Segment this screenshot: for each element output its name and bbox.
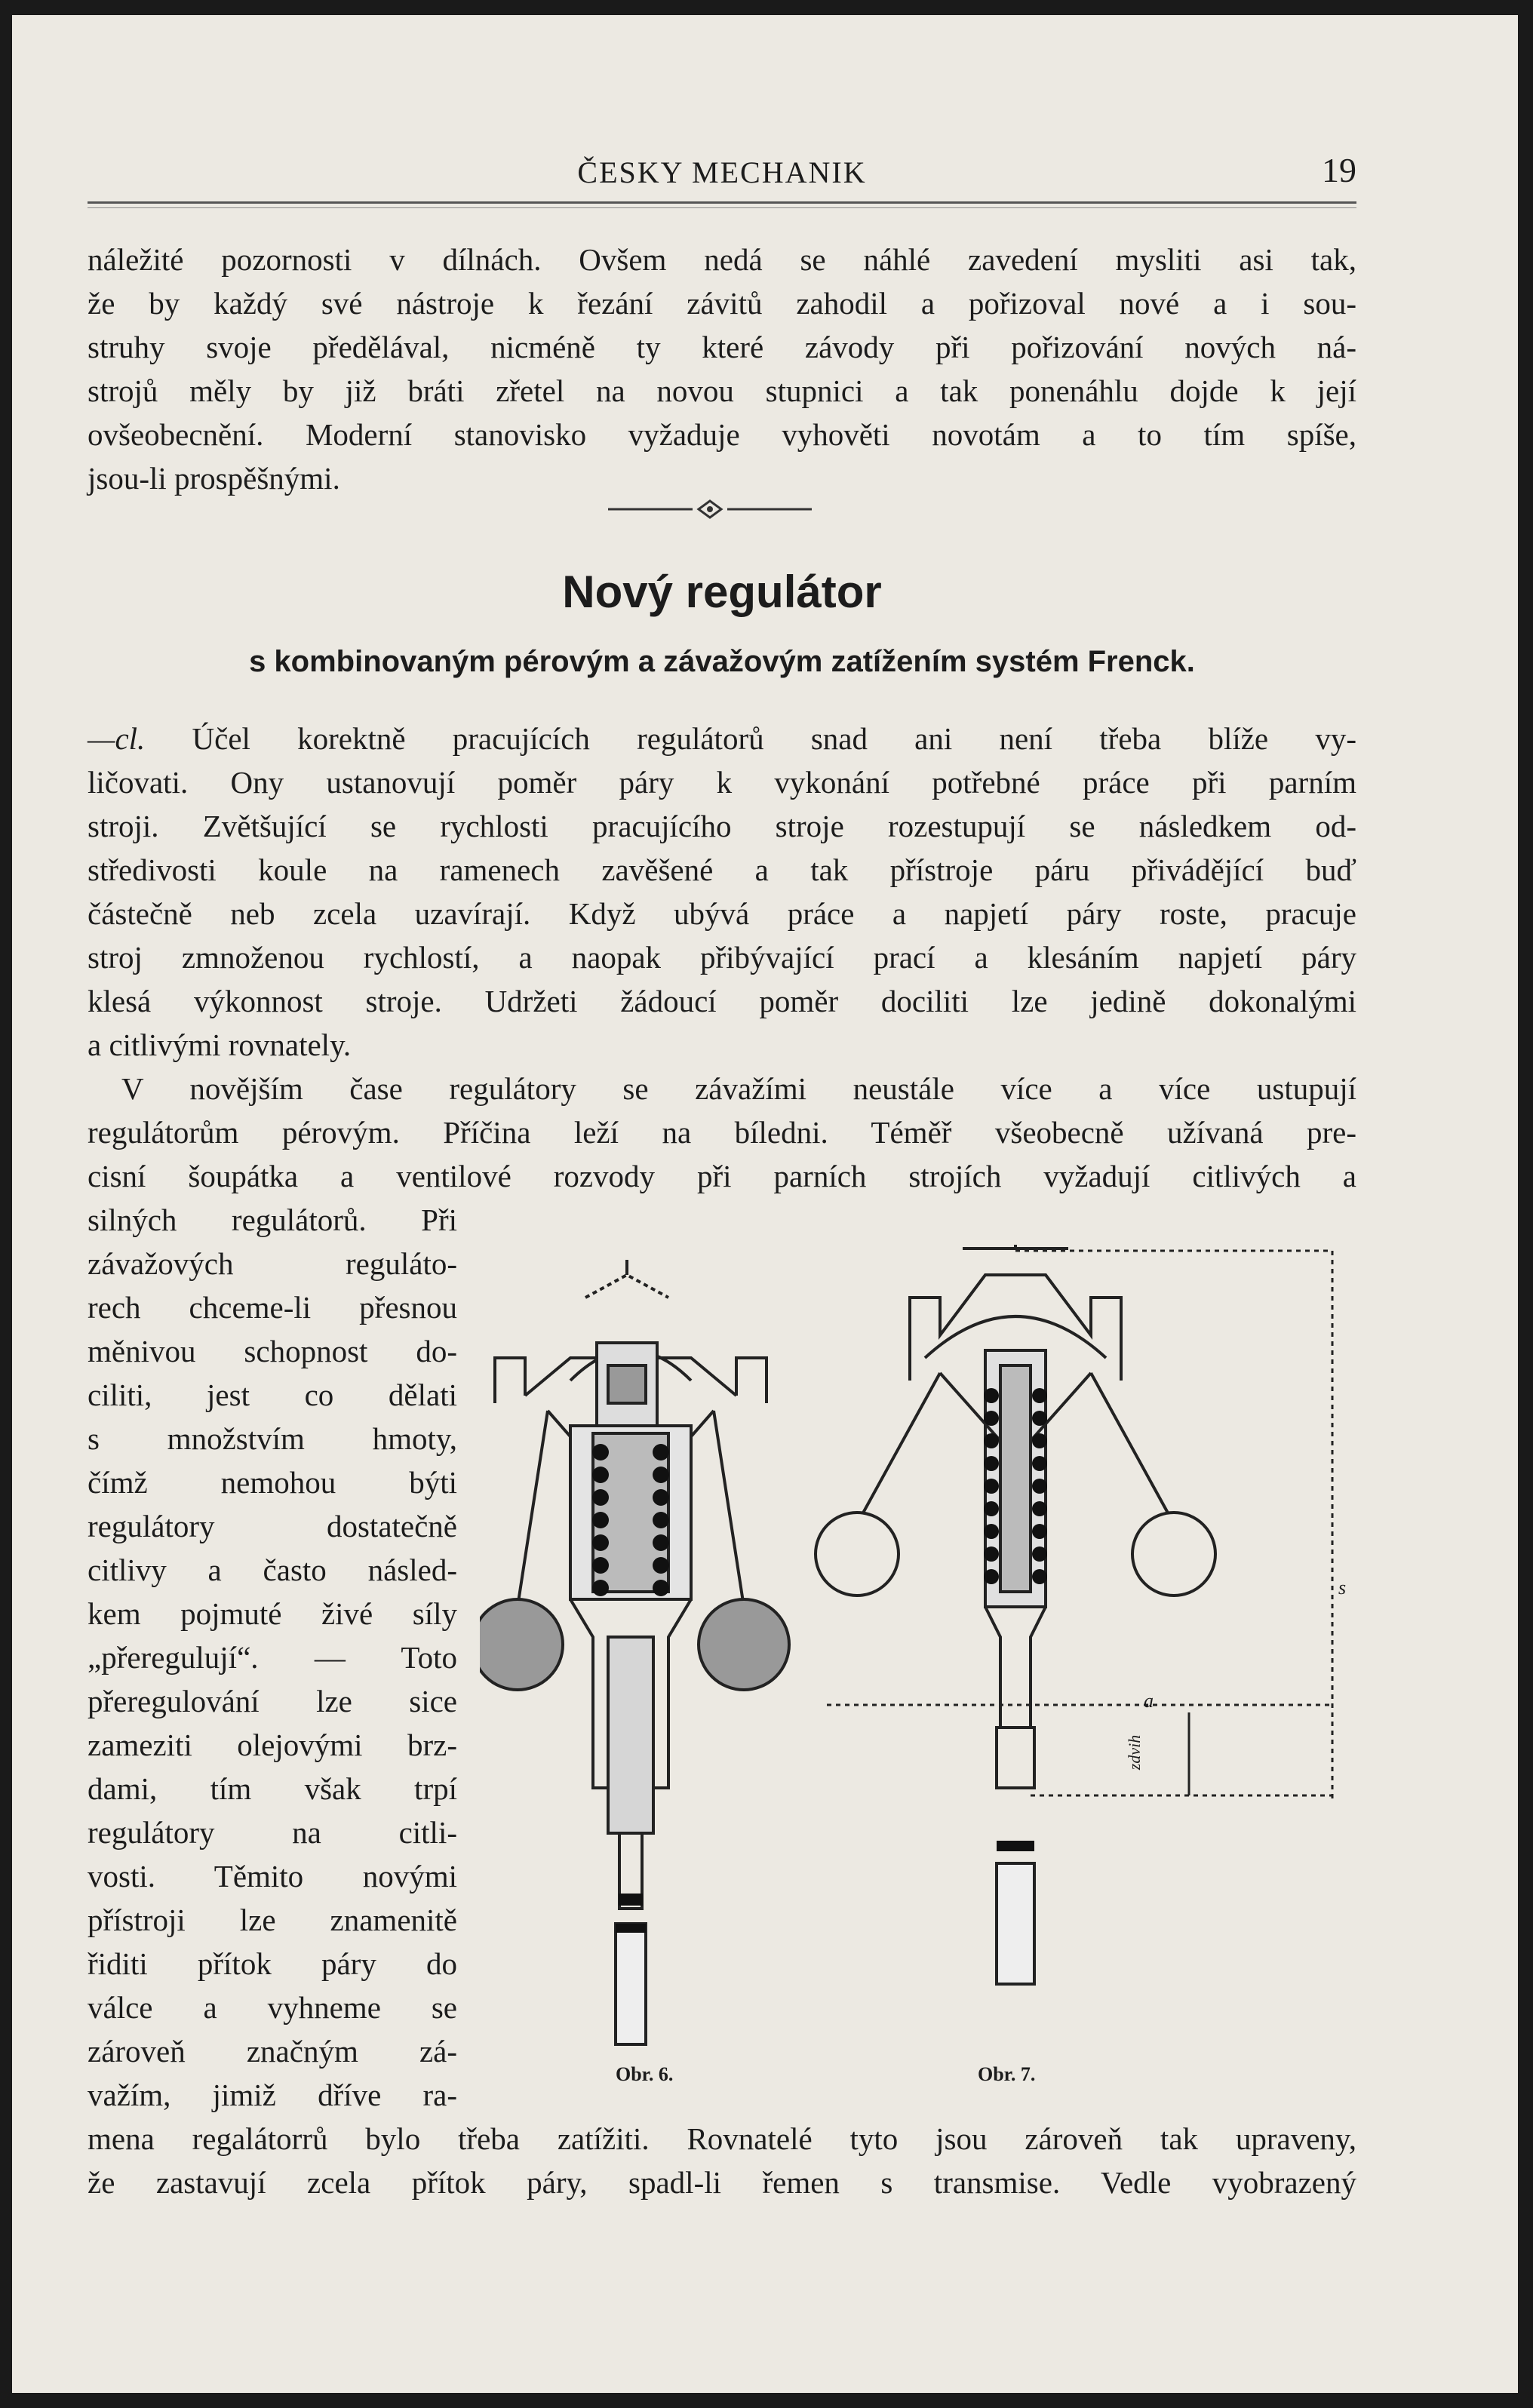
text-line: stroji. Zvětšující se rychlosti pracujícího stroje rozestupují se následkem od- <box>88 809 1356 843</box>
text-line: regulátory na citli- <box>88 1815 457 1850</box>
text-line: s množstvím hmoty, <box>88 1421 457 1456</box>
text-line: regulátorům pérovým. Příčina leží na bíledni. Téměř všeobecně užívaná pre- <box>88 1115 1356 1150</box>
text-span: Účel korektně pracujících regulátorů snad ani není třeba blíže vy- <box>145 721 1356 756</box>
text-line: měnivou schopnost do- <box>88 1334 457 1368</box>
text-line: částečně neb zcela uzavírají. Když ubývá práce a napjetí páry roste, pracuje <box>88 896 1356 931</box>
article-subtitle: s kombinovaným pérovým a závažovým zatížením systém Frenck. <box>249 645 1195 678</box>
running-title: ČESKY MECHANIK <box>577 155 867 189</box>
text-line: vosti. Těmito novými <box>88 1859 457 1894</box>
text-line: mena regalátorrů bylo třeba zatížiti. Rovnatelé tyto jsou zároveň tak upraveny, <box>88 2121 1356 2156</box>
text-line: V novějším čase regulátory se závažími neustále více a více ustupují <box>121 1071 1356 1106</box>
text-line: „přeregulují“. — Toto <box>88 1640 457 1675</box>
page-number: 19 <box>1322 151 1356 189</box>
author-signature: —cl. <box>88 721 146 756</box>
text-line: přístroji lze znamenitě <box>88 1903 457 1937</box>
book-page <box>12 15 1518 2393</box>
text-line: řiditi přítok páry do <box>88 1946 457 1981</box>
text-line: silných regulátorů. Při <box>88 1202 457 1237</box>
figure-6-caption: Obr. 6. <box>616 2063 674 2085</box>
text-line: že by každý své nástroje k řezání závitů zahodil a pořizoval nové a i sou- <box>88 286 1356 321</box>
figure-7-label-stroke: zdvih <box>1125 1734 1144 1771</box>
text-line: dami, tím však trpí <box>88 1771 457 1806</box>
text-line: zároveň značným zá- <box>88 2034 457 2069</box>
figure-7 <box>812 1245 1355 2085</box>
text-line: válce a vyhneme se <box>88 1990 457 2025</box>
text-line: závažových reguláto- <box>88 1246 457 1281</box>
article-title: Nový regulátor <box>562 567 882 617</box>
text-line: rech chceme-li přesnou <box>88 1290 457 1325</box>
text-line: ciliti, jest co dělati <box>88 1378 457 1412</box>
figure-6 <box>480 1245 819 2085</box>
running-head <box>88 140 1356 192</box>
text-line: cisní šoupátka a ventilové rozvody při parních strojích vyžadují citlivých a <box>88 1159 1356 1193</box>
text-line: kem pojmuté živé síly <box>88 1596 457 1631</box>
text-line: náležité pozornosti v dílnách. Ovšem nedá se náhlé zavedení mysliti asi tak, <box>88 242 1356 277</box>
text-line: a citlivými rovnately. <box>88 1027 352 1062</box>
text-line: citlivy a často násled- <box>88 1553 457 1587</box>
text-line: važím, jimiž dříve ra- <box>88 2078 457 2112</box>
text-line: klesá výkonnost stroje. Udržeti žádoucí poměr dociliti lze jedině dokonalými <box>88 984 1356 1018</box>
figure-7-caption: Obr. 7. <box>978 2063 1036 2085</box>
text-line: že zastavují zcela přítok páry, spadl-li řemen s transmise. Vedle vyobrazený <box>88 2165 1356 2200</box>
text-line: struhy svoje předělával, nicméně ty které závody při pořizování nových ná- <box>88 330 1356 364</box>
section-divider-ornament <box>608 498 812 521</box>
text-line: regulátory dostatečně <box>88 1509 457 1543</box>
text-line: stroj zmnoženou rychlostí, a naopak přibývající prací a klesáním napjetí páry <box>88 940 1356 975</box>
text-line <box>88 717 1356 760</box>
text-line: ličovati. Ony ustanovují poměr páry k vykonání potřebné práce při parním <box>88 765 1356 800</box>
text-line: středivosti koule na ramenech zavěšené a tak přístroje páru přivádějící buď <box>88 852 1356 887</box>
governor-drawing-fig6 <box>480 1245 819 2067</box>
text-line: zameziti olejovými brz- <box>88 1728 457 1762</box>
governor-drawing-fig7 <box>812 1245 1355 2067</box>
text-line: jsou-li prospěšnými. <box>88 461 340 496</box>
figure-7-label-a: a <box>1144 1690 1154 1712</box>
header-rule <box>88 201 1356 204</box>
text-line: přeregulování lze sice <box>88 1684 457 1718</box>
header-rule-thin <box>88 207 1356 208</box>
text-line: strojů měly by již bráti zřetel na novou stupnici a tak ponenáhlu dojde k její <box>88 373 1356 408</box>
text-line: ovšeobecnění. Moderní stanovisko vyžaduje vyhověti novotám a to tím spíše, <box>88 417 1356 452</box>
text-line: čímž nemohou býti <box>88 1465 457 1500</box>
figure-7-label-s: s <box>1338 1577 1347 1599</box>
